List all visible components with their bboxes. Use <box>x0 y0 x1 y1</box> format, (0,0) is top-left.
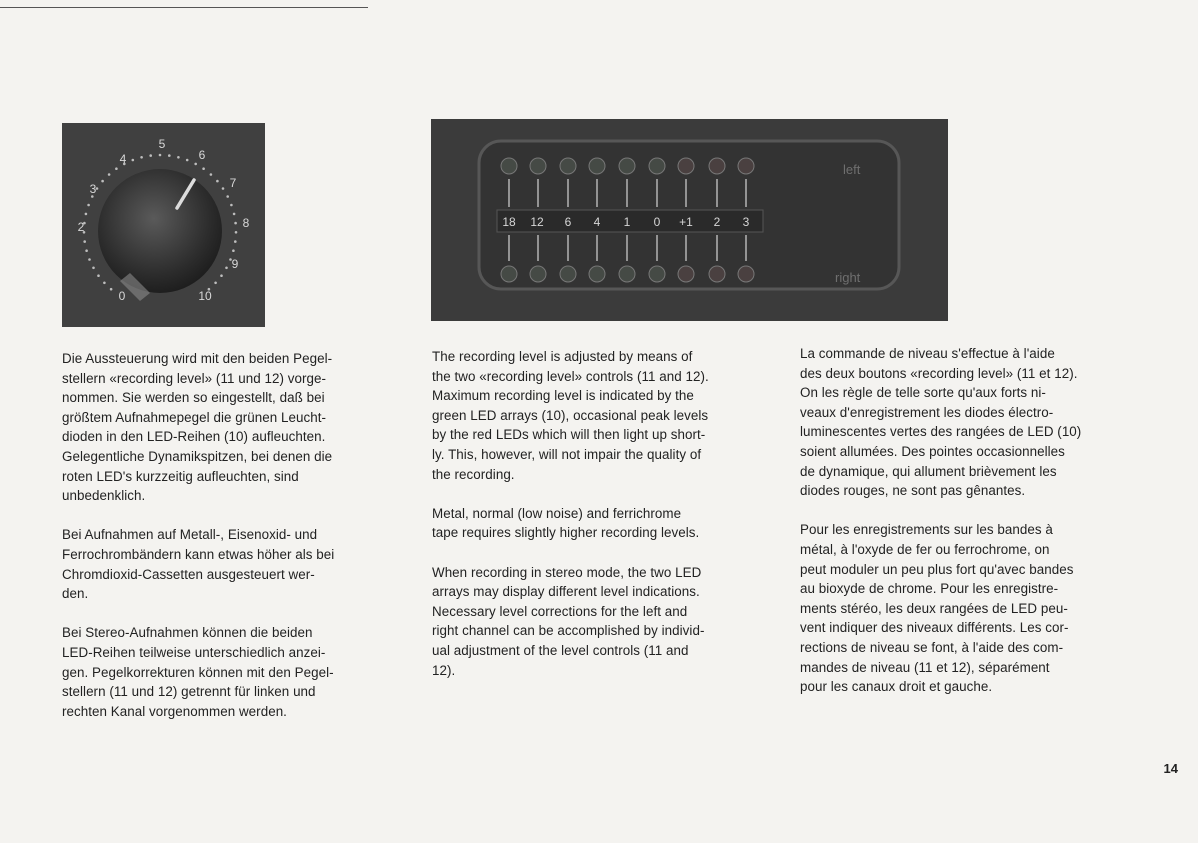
led-scale-label-plus1: +1 <box>679 215 693 229</box>
channel-right-label: right <box>835 270 861 285</box>
knob-scale-dot <box>149 154 152 157</box>
led-level-meter-photo <box>431 119 948 321</box>
page-number: 14 <box>1163 761 1178 776</box>
knob-scale-dot <box>132 159 135 162</box>
knob-label-9: 9 <box>231 257 239 271</box>
led-bottom-4 <box>619 266 635 282</box>
knob-scale-dot <box>110 288 113 291</box>
led-scale-label-2: 2 <box>713 215 721 229</box>
knob-scale-dot <box>233 213 236 216</box>
knob-scale-dot <box>230 204 233 207</box>
led-bottom-3 <box>589 266 605 282</box>
knob-scale-dot <box>159 154 162 157</box>
led-top-0 <box>501 158 517 174</box>
knob-scale-dot <box>140 156 143 159</box>
english-paragraph-1: The recording level is adjusted by means of the two «recording level» controls (11 and 12). Maximum recording level is indicated by the green LED arrays (10), occasional peak levels by the red LEDs which will then light up short- ly. This, however, will not impair the quality of the recording. <box>432 349 709 482</box>
led-top-8 <box>738 158 754 174</box>
led-scale-label-0: 0 <box>653 215 661 229</box>
knob-scale-dot <box>85 249 88 252</box>
knob-scale-dot <box>88 258 91 261</box>
knob-label-8: 8 <box>242 216 250 230</box>
knob-illustration <box>62 123 265 327</box>
led-meter-illustration <box>431 119 948 321</box>
led-bottom-2 <box>560 266 576 282</box>
knob-scale-dot <box>235 231 238 234</box>
led-top-5 <box>649 158 665 174</box>
knob-scale-dot <box>103 282 106 285</box>
knob-label-0: 0 <box>118 289 126 303</box>
knob-scale-dot <box>87 204 90 207</box>
led-bottom-6 <box>678 266 694 282</box>
english-paragraph-2: Metal, normal (low noise) and ferrichrome tape requires slightly higher recording levels. <box>432 505 700 541</box>
led-scale-label-3: 3 <box>742 215 750 229</box>
led-bottom-0 <box>501 266 517 282</box>
french-paragraph-2: Pour les enregistrements sur les bandes à métal, à l'oxyde de fer ou ferrochrome, on peut moduler un peu plus fort qu'avec bandes au bioxyde de chrome. Pour les enregistre- ments stéréo, les deux rangées de LED peu- vent indiquer des niveaux différents. Les cor- rections de niveau se font, à l'aide des com- mandes de niveau (11 et 12), séparément pour les canaux droit et gauche. <box>800 522 1074 695</box>
knob-scale-dot <box>97 274 100 277</box>
knob-scale-dot <box>202 167 205 170</box>
knob-scale-dot <box>226 195 229 198</box>
knob-label-5: 5 <box>158 137 166 151</box>
english-column <box>432 347 777 700</box>
led-top-2 <box>560 158 576 174</box>
knob-label-2: 2 <box>77 220 85 234</box>
knob-scale-dot <box>232 249 235 252</box>
knob-scale-dot <box>101 180 104 183</box>
led-bottom-5 <box>649 266 665 282</box>
knob-scale-dot <box>216 180 219 183</box>
led-bottom-1 <box>530 266 546 282</box>
led-scale-label-6: 6 <box>564 215 572 229</box>
led-top-1 <box>530 158 546 174</box>
led-top-6 <box>678 158 694 174</box>
knob-label-10: 10 <box>198 289 212 303</box>
knob-scale-dot <box>83 240 86 243</box>
german-paragraph-1: Die Aussteuerung wird mit den beiden Pegel- stellern «recording level» (11 und 12) vorge- nommen. Sie werden so eingestellt, daß bei größtem Aufnahmepegel die grünen Leucht- dioden in den LED-Reihen (10) aufleuchten. Gelegentliche Dynamikspitzen, bei denen die roten LED's kurzzeitig aufleuchten, sind unbedenklich. <box>62 351 333 504</box>
knob-label-4: 4 <box>119 152 127 166</box>
led-scale-label-1: 1 <box>623 215 631 229</box>
french-paragraph-1: La commande de niveau s'effectue à l'aide des deux boutons «recording level» (11 et 12). On les règle de telle sorte qu'aux forts ni- veaux d'enregistrement les diodes électro- luminescentes vertes des rangées de LED (10) soient allumées. Des pointes occasionnelles de dynamique, qui allument brièvement les diodes rouges, ne sont pas gênantes. <box>800 346 1082 499</box>
knob-scale-dot <box>225 267 228 270</box>
knob-scale-dot <box>115 167 118 170</box>
led-bottom-8 <box>738 266 754 282</box>
german-paragraph-3: Bei Stereo-Aufnahmen können die beiden LED-Reihen teilweise unterschiedlich anzei- gen. Pegelkorrekturen können mit den Pegel- stellern (11 und 12) getrennt für linken und rechten Kanal vorgenommen werden. <box>62 625 334 719</box>
led-top-7 <box>709 158 725 174</box>
knob-scale-dot <box>214 282 217 285</box>
led-top-4 <box>619 158 635 174</box>
knob-scale-dot <box>194 163 197 166</box>
knob-scale-dot <box>234 222 237 225</box>
recording-level-knob-photo <box>62 123 265 327</box>
channel-left-label: left <box>843 162 861 177</box>
led-top-3 <box>589 158 605 174</box>
knob-scale-dot <box>177 156 180 159</box>
knob-scale-dot <box>186 159 189 162</box>
led-scale-label-18: 18 <box>502 215 516 229</box>
knob-scale-dot <box>92 267 95 270</box>
knob-label-7: 7 <box>229 176 237 190</box>
french-column <box>800 344 1145 716</box>
knob-scale-dot <box>168 154 171 157</box>
knob-scale-dot <box>85 213 88 216</box>
knob-body <box>98 169 222 293</box>
led-scale-label-12: 12 <box>530 215 544 229</box>
led-scale-label-4: 4 <box>593 215 601 229</box>
english-paragraph-3: When recording in stereo mode, the two LED arrays may display different level indications. Necessary level corrections for the left and right channel can be accomplished by individ- ual adjustment of the level controls (11 and 12). <box>432 564 705 678</box>
led-bottom-7 <box>709 266 725 282</box>
knob-scale-dot <box>210 173 213 176</box>
knob-scale-dot <box>220 274 223 277</box>
german-column <box>62 349 402 741</box>
knob-scale-dot <box>234 240 237 243</box>
knob-scale-dot <box>222 187 225 190</box>
knob-label-3: 3 <box>89 182 97 196</box>
german-paragraph-2: Bei Aufnahmen auf Metall-, Eisenoxid- und Ferrochrombändern kann etwas höher als bei Chromdioxid-Cassetten ausgesteuert wer- den. <box>62 527 335 602</box>
top-rule <box>0 7 368 8</box>
knob-label-6: 6 <box>198 148 206 162</box>
knob-scale-dot <box>108 173 111 176</box>
